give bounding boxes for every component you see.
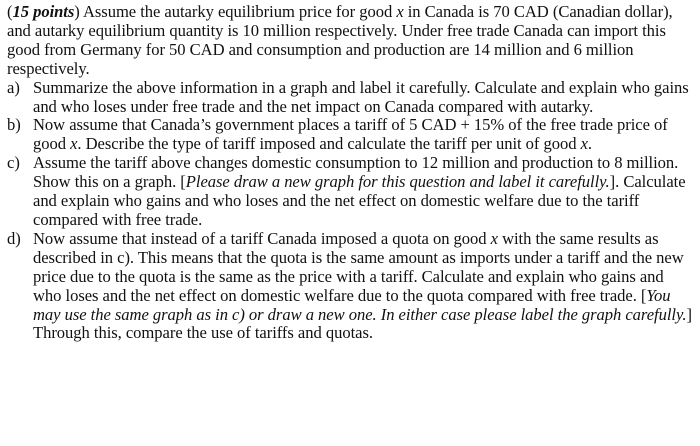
question-parts-list (7, 79, 692, 344)
part-d-text-1: Now assume that instead of a tariff Canada imposed a quota on good (33, 228, 491, 248)
variable-x: x (396, 2, 404, 21)
part-c-text-1: Assume the tariff above changes domestic consumption to 12 million and production to 8 million. Show this on a graph. [ (33, 153, 679, 192)
part-b-text-3: . (587, 134, 593, 154)
part-c-italic-instruction: Please draw a new graph for this question and label it carefully. (185, 172, 610, 192)
part-c-text (33, 154, 692, 230)
part-b-text-1: Now assume that Canada’s government places a tariff of 5 CAD + 15% of the free trade price of good (33, 115, 668, 154)
part-c-text-2: ]. Calculate and explain who gains and who loses and the net effect on domestic welfare due to the tariff compared with free trade. (33, 172, 686, 229)
part-d-text-2: with the same results as described in c). This means that the quota is the same amount as imports under a tariff and the new price due to the quota is the same as the price with a tariff. Calculate and explain who gains and who loses and the net effect on domestic welfare due to the quota compared with free trade. [ (33, 228, 684, 305)
variable-x: x (490, 228, 498, 248)
part-a (7, 79, 692, 117)
part-d (7, 230, 692, 343)
part-d-marker: d) (7, 228, 21, 248)
part-d-text (33, 230, 692, 343)
part-b (7, 116, 692, 154)
part-c-marker: c) (7, 153, 20, 173)
part-b-text-2: . Describe the type of tariff imposed and calculate the tariff per unit of good (77, 134, 581, 154)
points-close-paren: ) (74, 2, 80, 21)
intro-text-1: Assume the autarky equilibrium price for good (79, 2, 397, 21)
part-b-marker: b) (7, 115, 21, 135)
intro-text-2: in Canada is 70 CAD (Canadian dollar), and autarky equilibrium quantity is 10 million respectively. Under free trade Canada can import this good from Germany for 50 CAD and consumption and production are 14 million and 6 million respectively. (7, 2, 673, 78)
part-d-text-3: ] Through this, compare the use of tariffs and quotas. (33, 304, 692, 343)
part-d-italic-instruction: You may use the same graph as in c) or draw a new one. In either case please label the graph carefully. (33, 285, 687, 324)
part-b-text (33, 116, 692, 154)
part-a-marker: a) (7, 77, 20, 97)
points-label: 15 points (12, 2, 75, 21)
part-a-text (33, 79, 692, 117)
variable-x: x (70, 134, 78, 154)
part-c (7, 154, 692, 230)
question-intro (7, 3, 692, 79)
variable-x: x (580, 134, 588, 154)
part-a-text-1: Summarize the above information in a graph and label it carefully. Calculate and explain who gains and who loses under free trade and the net impact on Canada compared with autarky. (33, 77, 689, 116)
points-open-paren: ( (7, 2, 13, 21)
